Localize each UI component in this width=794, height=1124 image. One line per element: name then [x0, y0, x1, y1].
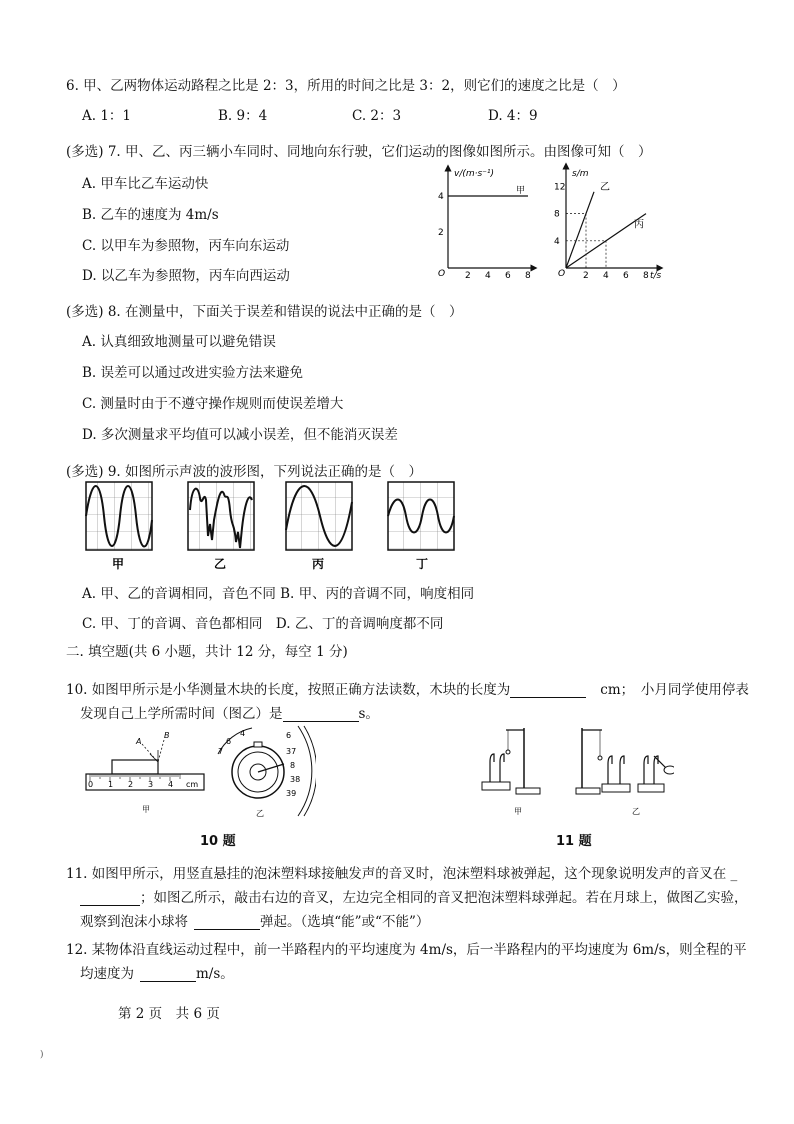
st-xtick: 4 — [603, 271, 609, 280]
st-ytick: 8 — [554, 209, 560, 220]
stray-mark: ) — [40, 1050, 44, 1060]
st-ytick: 4 — [554, 236, 560, 247]
vt-ytick: 2 — [438, 228, 444, 238]
q7-option-b: B. 乙车的速度为 4m/s — [82, 207, 219, 223]
q12-blank[interactable] — [140, 967, 196, 982]
q8-option-d: D. 多次测量求平均值可以减小误差，但不能消灭误差 — [82, 427, 398, 443]
sw-small-4: 4 — [240, 729, 246, 738]
vt-xtick: 6 — [505, 271, 511, 280]
page-footer: 第 2 页 共 6 页 — [118, 1006, 220, 1022]
sw-small-7: 7 — [218, 747, 224, 756]
q8-option-a: A. 认真细致地测量可以避免错误 — [82, 334, 276, 350]
q12-line2 — [80, 962, 234, 982]
sw-big-39: 39 — [286, 789, 297, 798]
waveform-yi — [188, 482, 254, 550]
q10-stopwatch-figure — [212, 720, 316, 820]
q12-text-b: m/s。 — [196, 966, 234, 982]
q11-text-b: ；如图乙所示，敲击右边的音叉，左边完全相同的音叉把泡沫塑料球弹起。若在月球上，做图乙实验， — [140, 890, 748, 906]
q10-line1 — [66, 678, 749, 698]
q10-text-c: 发现自己上学所需时间（图乙）是 — [80, 706, 283, 722]
st-xlabel: t/s — [650, 271, 662, 280]
ruler-tick-label: 2 — [128, 780, 134, 789]
fig10-caption: 10 题 — [200, 834, 236, 849]
waveform-bing — [286, 482, 352, 550]
wave-label-yi: 乙 — [214, 557, 227, 571]
st-xtick: 6 — [623, 271, 629, 280]
section-title: 二. 填空题(共 6 小题，共计 12 分，每空 1 分) — [66, 644, 348, 660]
q7-stem: (多选) 7. 甲、乙、丙三辆小车同时、同地向东行驶，它们运动的图像如图所示。由图像可知（ ） — [66, 144, 652, 160]
wave-label-jia: 甲 — [112, 557, 125, 571]
q11-line1: 11. 如图甲所示，用竖直悬挂的泡沫塑料球接触发声的音叉时，泡沫塑料球被弹起，这个现象说明发声的音叉在 _ — [66, 866, 738, 882]
vt-xtick: 8 — [525, 271, 531, 280]
st-chart — [552, 162, 670, 280]
q8-option-c: C. 测量时由于不遵守操作规则而使误差增大 — [82, 396, 344, 412]
q9-stem: (多选) 9. 如图所示声波的波形图，下列说法正确的是（ ） — [66, 464, 422, 480]
q10-text-d: s。 — [358, 706, 379, 722]
q7-option-c: C. 以甲车为参照物，丙车向东运动 — [82, 238, 290, 254]
q9-options-ab: A. 甲、乙的音调相同，音色不同 B. 甲、丙的音调不同，响度相同 — [82, 586, 475, 602]
vt-chart — [428, 162, 540, 280]
q6-option-b: B. 9：4 — [218, 108, 268, 124]
q11-text-d: 弹起。（选填“能”或“不能”） — [260, 914, 430, 930]
q10-text-b: cm； 小月同学使用停表 — [600, 682, 749, 698]
q9-waveforms — [80, 480, 680, 572]
st-ytick: 12 — [554, 182, 566, 193]
q11-blank-2[interactable] — [194, 915, 260, 930]
ruler-tick-label: 1 — [108, 780, 114, 789]
vt-series-label: 甲 — [516, 186, 526, 196]
st-series-line — [566, 192, 594, 268]
vt-ytick: 4 — [438, 192, 444, 202]
q12-text-a: 均速度为 — [80, 966, 134, 982]
ruler-tick-label: 4 — [168, 780, 174, 789]
q6-option-c: C. 2：3 — [352, 108, 402, 124]
fig10-label-jia: 甲 — [142, 805, 150, 814]
vt-origin: O — [438, 269, 446, 279]
q12-line1: 12. 某物体沿直线运动过程中，前一半路程内的平均速度为 4m/s，后一半路程内的平均速度为 6m/s，则全程的平 — [66, 942, 747, 958]
q11-text-c: 观察到泡沫小球将 — [80, 914, 188, 930]
sw-small-6: 6 — [226, 737, 232, 746]
fig10-label-yi: 乙 — [256, 809, 264, 818]
st-xtick: 2 — [583, 271, 589, 280]
st-series-label: 丙 — [634, 219, 644, 231]
waveform-jia — [86, 482, 152, 550]
st-origin: O — [558, 269, 566, 279]
sw-big-8: 8 — [290, 761, 296, 770]
vt-ylabel: v/(m·s⁻¹) — [454, 169, 495, 179]
ruler-mark-b: B — [164, 731, 170, 740]
q10-text-a: 10. 如图甲所示是小华测量木块的长度，按照正确方法读数，木块的长度为 — [66, 682, 511, 698]
wood-block — [112, 760, 158, 774]
ruler-unit: cm — [186, 780, 199, 789]
st-series-label: 乙 — [600, 181, 610, 193]
ruler-mark-a: A — [136, 737, 142, 746]
st-ylabel: s/m — [572, 169, 589, 179]
q10-line2 — [80, 702, 379, 722]
fig11-label-jia: 甲 — [514, 807, 522, 816]
wave-label-ding: 丁 — [416, 557, 429, 571]
waveform-ding — [388, 482, 454, 550]
q6-option-a: A. 1：1 — [82, 108, 132, 124]
q8-stem: (多选) 8. 在测量中，下面关于误差和错误的说法中正确的是（ ） — [66, 304, 463, 320]
fig11-caption: 11 题 — [556, 834, 592, 849]
q6-stem: 6. 甲、乙两物体运动路程之比是 2：3，所用的时间之比是 3：2，则它们的速度之比是（ ） — [66, 78, 626, 94]
ruler-tick-label: 0 — [88, 780, 94, 789]
fig11-label-yi: 乙 — [632, 807, 640, 816]
sw-big-6: 6 — [286, 731, 292, 740]
st-xtick: 8 — [643, 271, 649, 280]
q11-line2 — [80, 886, 748, 906]
sw-big-38: 38 — [290, 775, 301, 784]
vt-xtick: 4 — [485, 271, 491, 280]
q7-option-d: D. 以乙车为参照物，丙车向西运动 — [82, 268, 290, 284]
ruler-tick-label: 3 — [148, 780, 154, 789]
q9-options-cd: C. 甲、丁的音调、音色都相同 D. 乙、丁的音调响度都不同 — [82, 616, 444, 632]
wave-label-bing: 丙 — [312, 557, 325, 571]
q11-figure — [478, 722, 674, 822]
q7-option-a: A. 甲车比乙车运动快 — [82, 176, 209, 192]
q8-option-b: B. 误差可以通过改进实验方法来避免 — [82, 365, 304, 381]
q10-blank-length[interactable] — [510, 683, 586, 698]
vt-xtick: 2 — [465, 271, 471, 280]
q6-option-d: D. 4：9 — [488, 108, 538, 124]
q10-ruler-figure — [82, 728, 210, 816]
q11-line3 — [80, 910, 429, 930]
q11-blank-1[interactable] — [80, 891, 140, 906]
sw-big-37: 37 — [286, 747, 297, 756]
